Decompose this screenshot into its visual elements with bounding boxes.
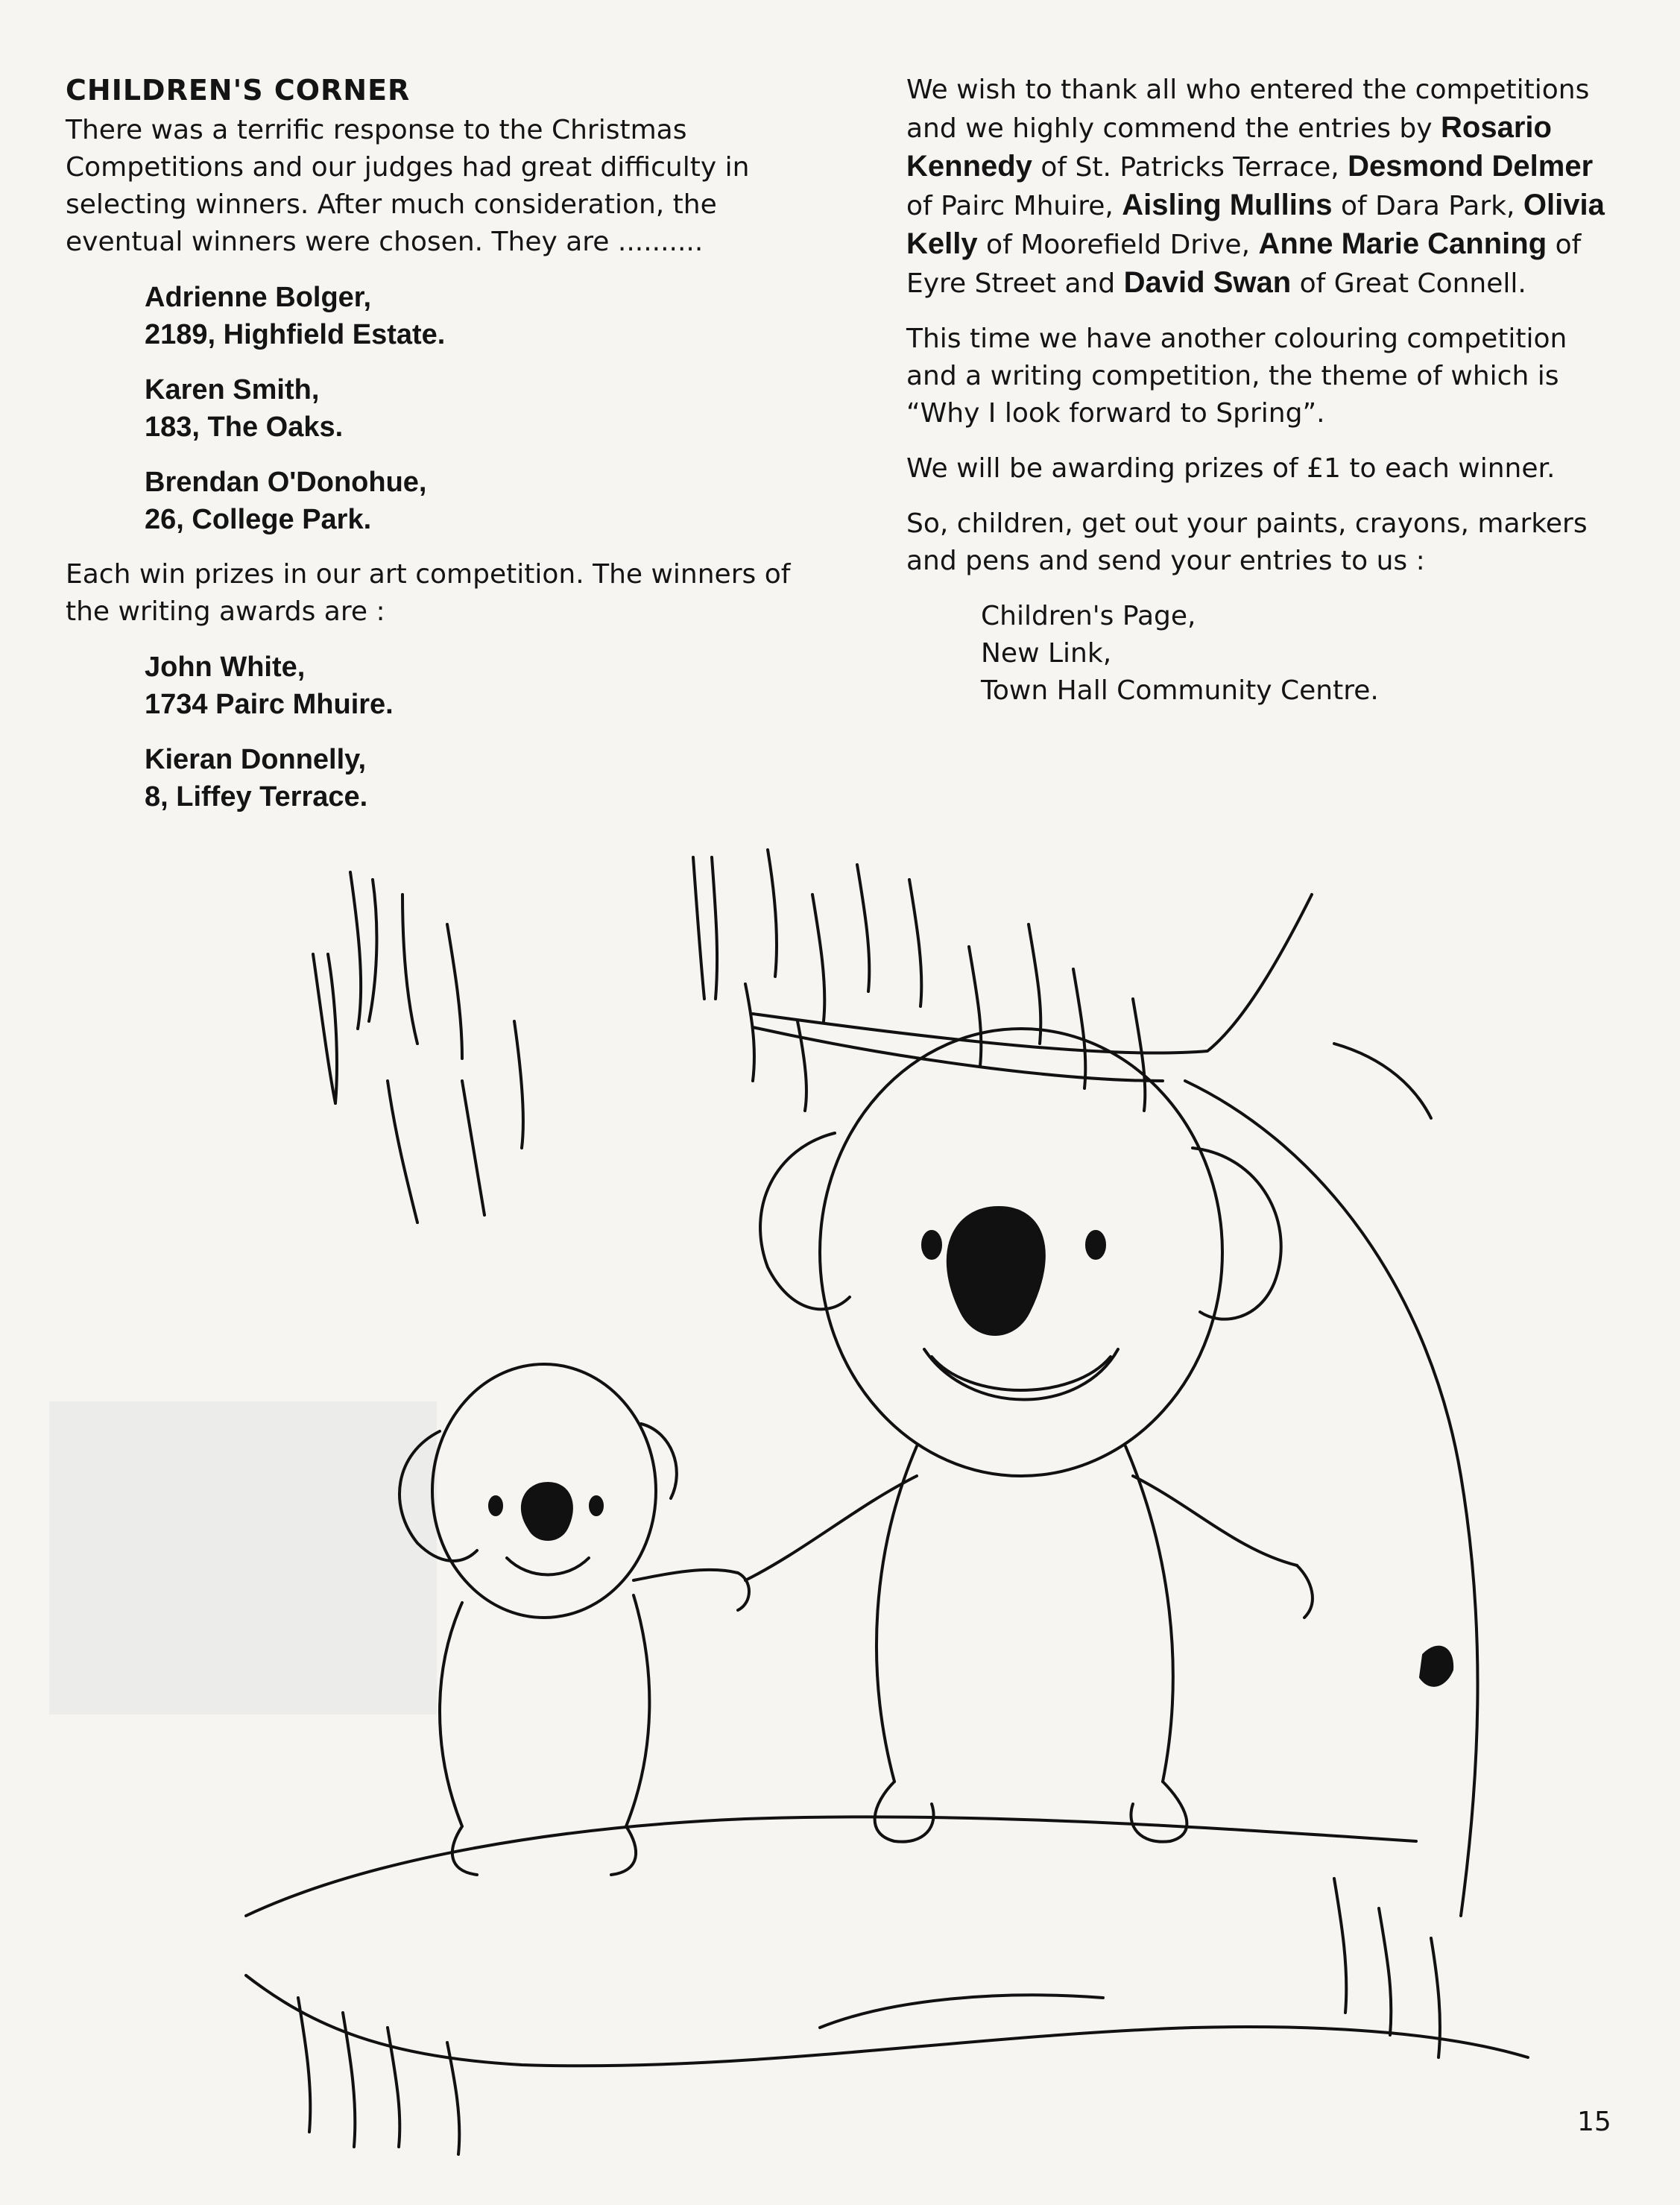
art-winner — [145, 371, 811, 446]
winner-address: 26, College Park. — [145, 504, 372, 535]
address-line: Town Hall Community Centre. — [981, 675, 1379, 706]
left-column — [66, 72, 811, 833]
thanks-text: of Pairc Mhuire, — [906, 191, 1122, 221]
prize-paragraph: We will be awarding prizes of £1 to each winner. — [906, 453, 1556, 484]
commended-name: Olivia Kelly — [906, 189, 1605, 260]
winner-name: Kieran Donnelly, — [145, 744, 367, 775]
address-line: New Link, — [981, 638, 1112, 669]
right-column — [906, 72, 1622, 728]
winner-name: Brendan O'Donohue, — [145, 467, 427, 498]
koala-colouring-drawing-icon — [0, 835, 1680, 2205]
winner-address: 183, The Oaks. — [145, 411, 344, 443]
commended-name: Aisling Mullins — [1122, 189, 1333, 221]
winner-name: Karen Smith, — [145, 374, 320, 406]
thanks-text: of St. Patricks Terrace, — [1032, 152, 1348, 183]
winner-name: John White, — [145, 652, 306, 683]
commended-name: Rosario Kennedy — [906, 111, 1552, 183]
thanks-text: of Eyre Street and — [906, 230, 1582, 299]
competition-paragraph: This time we have another colouring competition and a writing competition, the theme of which is “Why I look forward to Spring”. — [906, 324, 1567, 429]
thanks-text: of Moorefield Drive, — [977, 230, 1259, 260]
winner-address: 2189, Highfield Estate. — [145, 319, 446, 350]
thanks-text: of Great Connell. — [1291, 268, 1526, 299]
address-line: Children's Page, — [981, 601, 1196, 631]
thanks-text: of Dara Park, — [1332, 191, 1523, 221]
send-paragraph: So, children, get out your paints, crayons, markers and pens and send your entries to us : — [906, 508, 1588, 576]
postal-address — [981, 598, 1622, 710]
winner-address: 8, Liffey Terrace. — [145, 781, 368, 813]
writing-winner — [145, 649, 811, 723]
art-winner — [145, 279, 811, 353]
winner-address: 1734 Pairc Mhuire. — [145, 689, 394, 720]
commended-name: David Swan — [1123, 266, 1292, 299]
writing-winner — [145, 741, 811, 816]
winner-name: Adrienne Bolger, — [145, 282, 372, 313]
commended-name: Anne Marie Canning — [1258, 227, 1547, 260]
page-title: CHILDREN'S CORNER — [66, 74, 411, 107]
art-winner — [145, 464, 811, 538]
thanks-paragraph — [906, 72, 1622, 303]
page-number: 15 — [1577, 2107, 1611, 2137]
writing-intro-paragraph: Each win prizes in our art competition. The winners of the writing awards are : — [66, 559, 791, 627]
thanks-text: We wish to thank all who entered the competitions and we highly commend the entries by — [906, 75, 1590, 144]
commended-name: Desmond Delmer — [1348, 150, 1594, 183]
intro-paragraph: There was a terrific response to the Christmas Competitions and our judges had great difficulty in selecting winners. After much consideration, the eventual winners were chosen. They are .......... — [66, 115, 750, 257]
